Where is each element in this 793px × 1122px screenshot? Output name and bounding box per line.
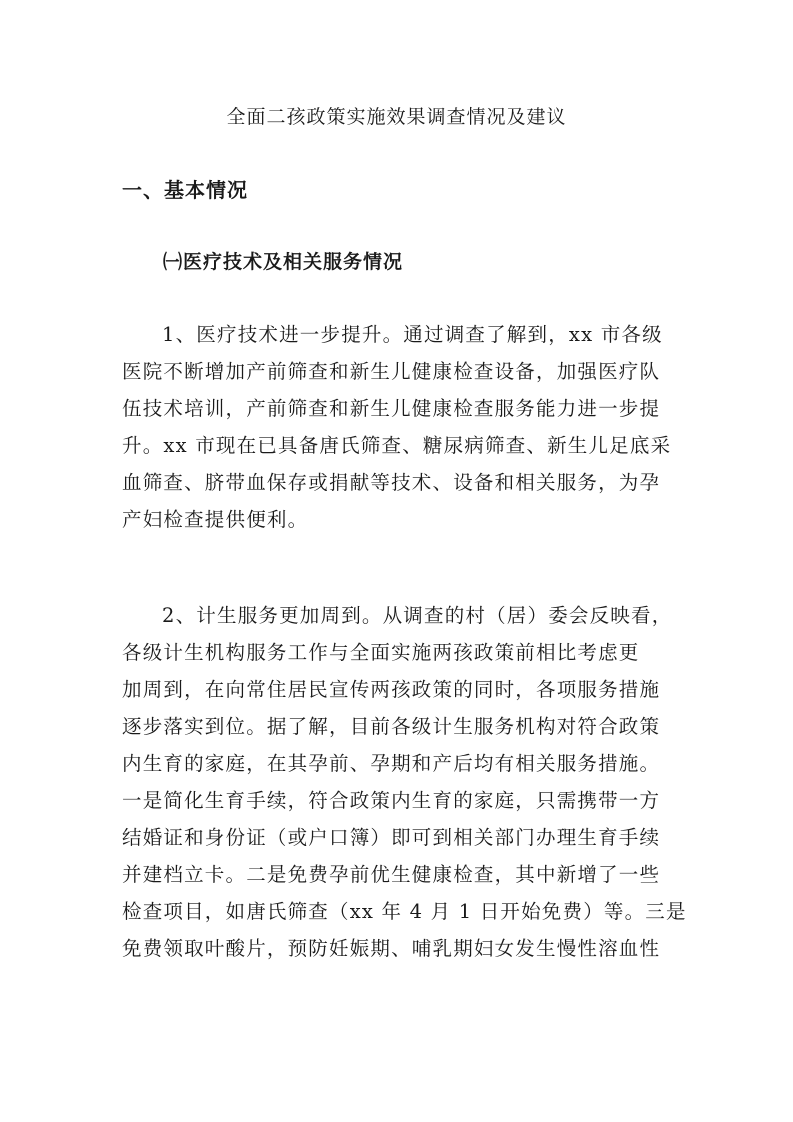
- paragraph-line: 一是简化生育手续，符合政策内生育的家庭，只需携带一方: [122, 789, 661, 812]
- paragraph-line: 各级计生机构服务工作与全面实施两孩政策前相比考虑更: [122, 641, 640, 664]
- paragraph-line: 免费领取叶酸片，预防妊娠期、哺乳期妇女发生慢性溶血性: [122, 937, 661, 960]
- paragraph-line: 内生育的家庭，在其孕前、孕期和产后均有相关服务措施。: [122, 752, 661, 775]
- section-heading: 一、基本情况: [122, 178, 248, 202]
- paragraph-line: 医院不断增加产前筛查和新生儿健康检查设备，加强医疗队: [122, 360, 661, 383]
- sub-heading: ㈠医疗技术及相关服务情况: [163, 251, 404, 273]
- paragraph-line: 结婚证和身份证（或户口簿）即可到相关部门办理生育手续: [122, 826, 661, 849]
- paragraph-line: 加周到，在向常住居民宣传两孩政策的同时，各项服务措施: [122, 678, 661, 701]
- paragraph-medical-technology: [122, 316, 674, 538]
- paragraph-line: 1、医疗技术进一步提升。通过调查了解到，xx 市各级: [162, 323, 663, 346]
- paragraph-line: 逐步落实到位。据了解，目前各级计生服务机构对符合政策: [122, 715, 661, 738]
- paragraph-line: 升。xx 市现在已具备唐氏筛查、糖尿病筛查、新生儿足底采: [122, 434, 672, 457]
- paragraph-line: 并建档立卡。二是免费孕前优生健康检查，其中新增了一些: [122, 863, 661, 886]
- paragraph-line: 血筛查、脐带血保存或捐献等技术、设备和相关服务，为孕: [122, 471, 661, 494]
- paragraph-line: 产妇检查提供便利。: [122, 508, 309, 531]
- document-title: 全面二孩政策实施效果调查情况及建议: [226, 106, 567, 128]
- paragraph-line: 2、计生服务更加周到。从调查的村（居）委会反映看，: [162, 604, 673, 627]
- paragraph-family-planning-service: [122, 597, 687, 967]
- paragraph-line: 伍技术培训，产前筛查和新生儿健康检查服务能力进一步提: [122, 397, 661, 420]
- paragraph-line: 检查项目，如唐氏筛查（xx 年 4 月 1 日开始免费）等。三是: [122, 900, 687, 923]
